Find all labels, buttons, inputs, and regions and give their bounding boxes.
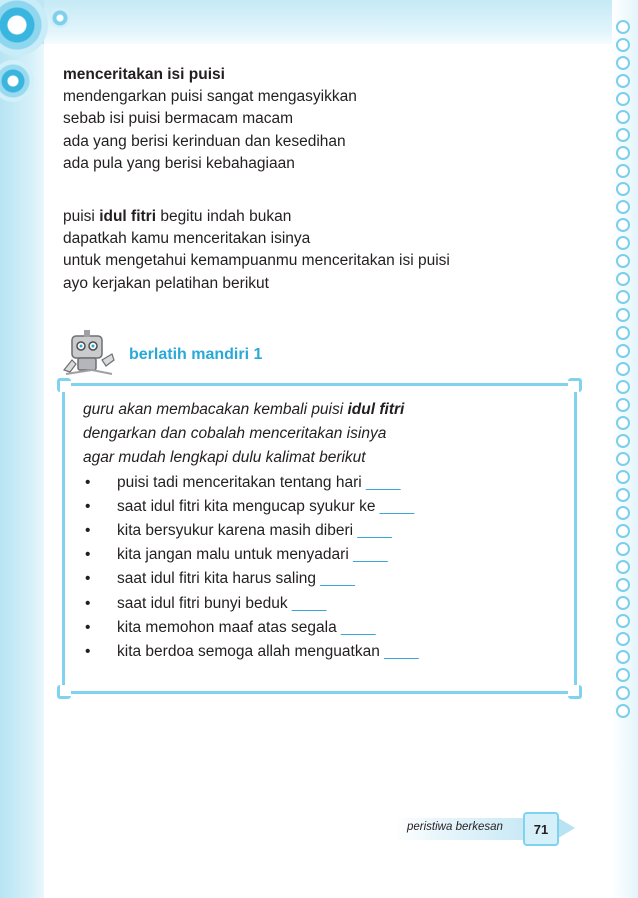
list-item: • kita berdoa semoga allah menguatkan ____ [85,643,419,661]
answer-blank[interactable]: ____ [357,522,392,540]
answer-blank[interactable]: ____ [384,643,419,661]
instruction-paragraph [63,206,450,295]
page-footer [395,812,585,848]
exercise-intro-line: agar mudah lengkapi dulu kalimat berikut [83,449,366,467]
paragraph-line: ada yang berisi kerinduan dan kesedihan [63,132,346,150]
list-item: • kita memohon maaf atas segala ____ [85,618,376,636]
ring-chain-decor [614,20,636,740]
list-item: • puisi tadi menceritakan tentang hari ____ [85,473,401,491]
section-title: menceritakan isi puisi [63,66,225,83]
exercise-intro-line: guru akan membacakan kembali puisi idul fitri [83,401,405,418]
robot-icon [62,330,116,376]
answer-blank[interactable]: ____ [291,594,327,612]
paragraph-line: puisi idul fitri begitu indah bukan [63,208,292,225]
exercise-intro-line: dengarkan dan cobalah menceritakan isinya [83,425,387,443]
ring-decor-icon [50,8,70,28]
paragraph-line: untuk mengetahui kemampuanmu menceritakan isi puisi [63,252,450,270]
paragraph-line: sebab isi puisi bermacam macam [63,110,294,128]
answer-blank[interactable]: ____ [341,618,376,636]
list-item: • kita bersyukur karena masih diberi ____ [85,522,392,540]
page-number-badge [523,812,559,846]
list-item: • saat idul fitri kita mengucap syukur ke ____ [85,497,415,515]
left-decor-band [0,0,44,898]
fill-in-list [83,471,419,665]
exercise-heading-row [62,330,362,382]
paragraph-line: mendengarkan puisi sangat mengasyikkan [63,88,357,106]
answer-blank[interactable]: ____ [320,570,355,588]
paragraph-line: dapatkah kamu menceritakan isinya [63,230,311,248]
paragraph-line: ada pula yang berisi kebahagiaan [63,154,295,172]
top-decor-band [0,0,638,44]
list-item: • saat idul fitri bunyi beduk ____ [85,594,327,612]
chapter-name: peristiwa berkesan [407,821,503,833]
list-item: • saat idul fitri kita harus saling ____ [85,570,355,588]
exercise-content [83,398,419,664]
list-item: • kita jangan malu untuk menyadari ____ [85,546,388,564]
exercise-heading: berlatih mandiri 1 [129,346,263,363]
paragraph-line: ayo kerjakan pelatihan berikut [63,274,269,292]
exercise-box [62,383,577,694]
intro-paragraph [63,64,357,175]
answer-blank[interactable]: ____ [366,473,401,491]
answer-blank[interactable]: ____ [379,497,415,515]
answer-blank[interactable]: ____ [353,546,388,564]
page-number: 71 [533,822,549,837]
